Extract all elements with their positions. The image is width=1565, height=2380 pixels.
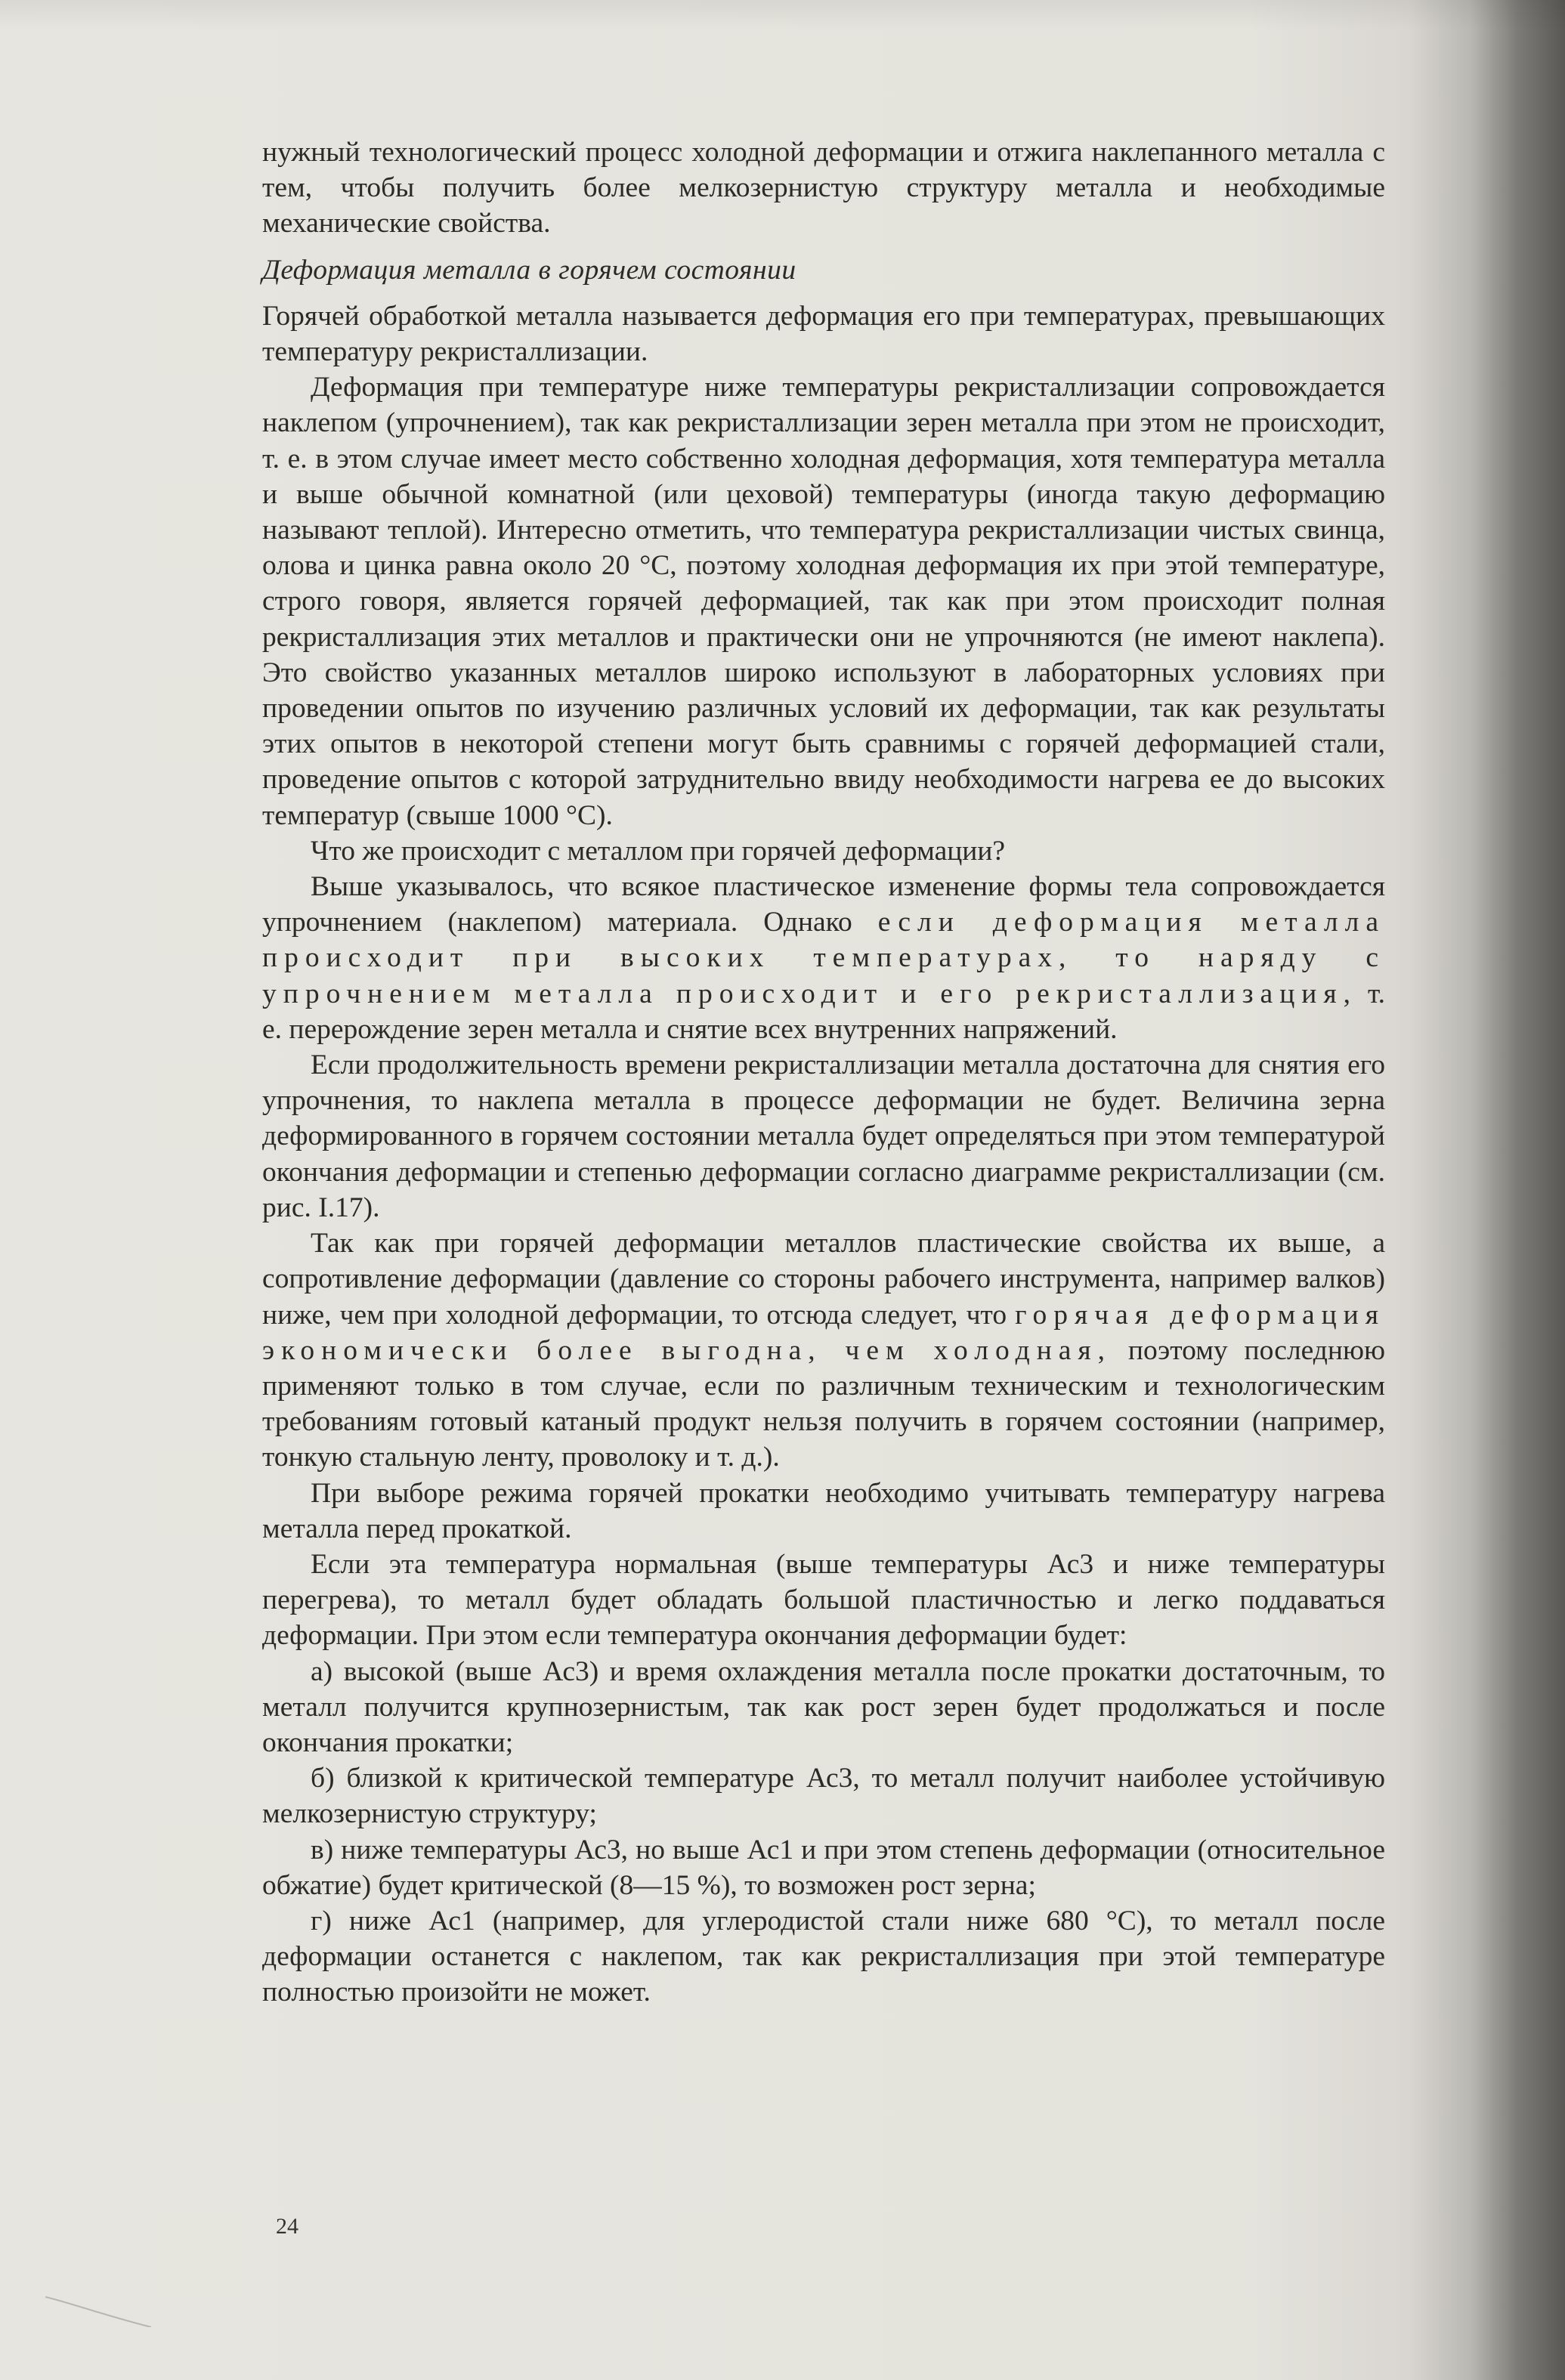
paragraph-4-spaced-emphasis: если деформация металла происходит при высоких температурах, то наряду с упрочнением металла происходит и его рекристаллизация, (262, 907, 1385, 1009)
paragraph-7: При выборе режима горячей прокатки необходимо учитывать температуру нагрева металла перед прокаткой. (262, 1477, 1385, 1544)
paragraph-6-start: Так как при горячей деформации металлов пластические свойства их выше, а сопротивление деформации (давление со стороны рабочего инструмента, например валков) ниже, чем при холодной деформации, то отсюда следует, что (262, 1228, 1385, 1331)
paragraph-6-end: поэтому последнюю применяют только в том случае, если по различным техническим и технологическим требованиям готовый катаный продукт нельзя получить в горячем состоянии (например, тонкую стальную ленту, проволоку и т. д.). (262, 1334, 1385, 1473)
section-heading: Деформация металла в горячем состоянии (262, 254, 796, 286)
text-body (262, 134, 1385, 2011)
paragraph-1: Горячей обработкой металла называется деформация его при температурах, превышающих температуру рекристаллизации. (262, 300, 1385, 368)
page-number: 24 (276, 2214, 298, 2239)
paragraph-3: Что же происходит с металлом при горячей деформации? (311, 835, 1006, 867)
paragraph-2: Деформация при температуре ниже температуры рекристаллизации сопровождается наклепом (упрочнением), так как рекристаллизации зерен металла при этом не происходит, т. е. в этом случае имеет место собственно холодная деформация, хотя температура металла и выше обычной комнатной (или цеховой) температуры (иногда такую деформацию называют теплой). Интересно отметить, что температура рекристаллизации чистых свинца, олова и цинка равна около 20 °С, поэтому холодная деформация их при этой температуре, строго говоря, является горячей деформацией, так как при этом происходит полная рекристаллизация этих металлов и практически они не упрочняются (не имеют наклепа). Это свойство указанных металлов широко используют в лабораторных условиях при проведении опытов по изучению различных условий их деформации, так как результаты этих опытов в некоторой степени могут быть сравнимы с горячей деформацией стали, проведение опытов с которой затруднительно ввиду необходимости нагрева ее до высоких температур (свыше 1000 °С). (262, 372, 1385, 831)
scan-corner-artifact (45, 2252, 196, 2327)
paragraph-6 (262, 1226, 1385, 1475)
list-item-b: б) близкой к критической температуре Ас3, то металл получит наиболее устойчивую мелкозернистую структуру; (262, 1763, 1385, 1830)
paragraph-5: Если продолжительность времени рекристаллизации металла достаточна для снятия его упрочнения, то наклепа металла в процессе деформации не будет. Величина зерна деформированного в горячем состоянии металла будет определяться при этом температурой окончания деформации и степенью деформации согласно диаграмме рекристаллизации (см. рис. I.17). (262, 1049, 1385, 1223)
paragraph-6-spaced-emphasis: горячая деформация экономически более выгодна, чем холодная, (262, 1299, 1385, 1366)
page-shadow (0, 0, 1565, 30)
list-item-c: в) ниже температуры Ас3, но выше Ас1 и при этом степень деформации (относительное обжатие) будет критической (8—15 %), то возможен рост зерна; (262, 1834, 1385, 1901)
intro-paragraph: нужный технологический процесс холодной деформации и отжига наклепанного металла с тем, чтобы получить более мелкозернистую структуру металла и необходимые механические свойства. (262, 137, 1385, 240)
paragraph-4-start: Выше указывалось, что всякое пластическое изменение формы тела сопровождается упрочнением (наклепом) материала. Однако (262, 871, 1385, 938)
list-item-a: а) высокой (выше Ас3) и время охлаждения металла после прокатки достаточным, то металл получится крупнозернистым, так как рост зерен будет продолжаться и после окончания прокатки; (262, 1655, 1385, 1758)
paragraph-8: Если эта температура нормальная (выше температуры Ас3 и ниже температуры перегрева), то металл будет обладать большой пластичностью и легко поддаваться деформации. При этом если температура окончания деформации будет: (262, 1548, 1385, 1652)
paragraph-4-end: т. е. перерождение зерен металла и снятие всех внутренних напряжений. (262, 978, 1385, 1045)
paragraph-4 (262, 869, 1385, 1047)
list-item-d: г) ниже Ас1 (например, для углеродистой стали ниже 680 °С), то металл после деформации останется с наклепом, так как рекристаллизация при этой температуре полностью произойти не может. (262, 1905, 1385, 2008)
